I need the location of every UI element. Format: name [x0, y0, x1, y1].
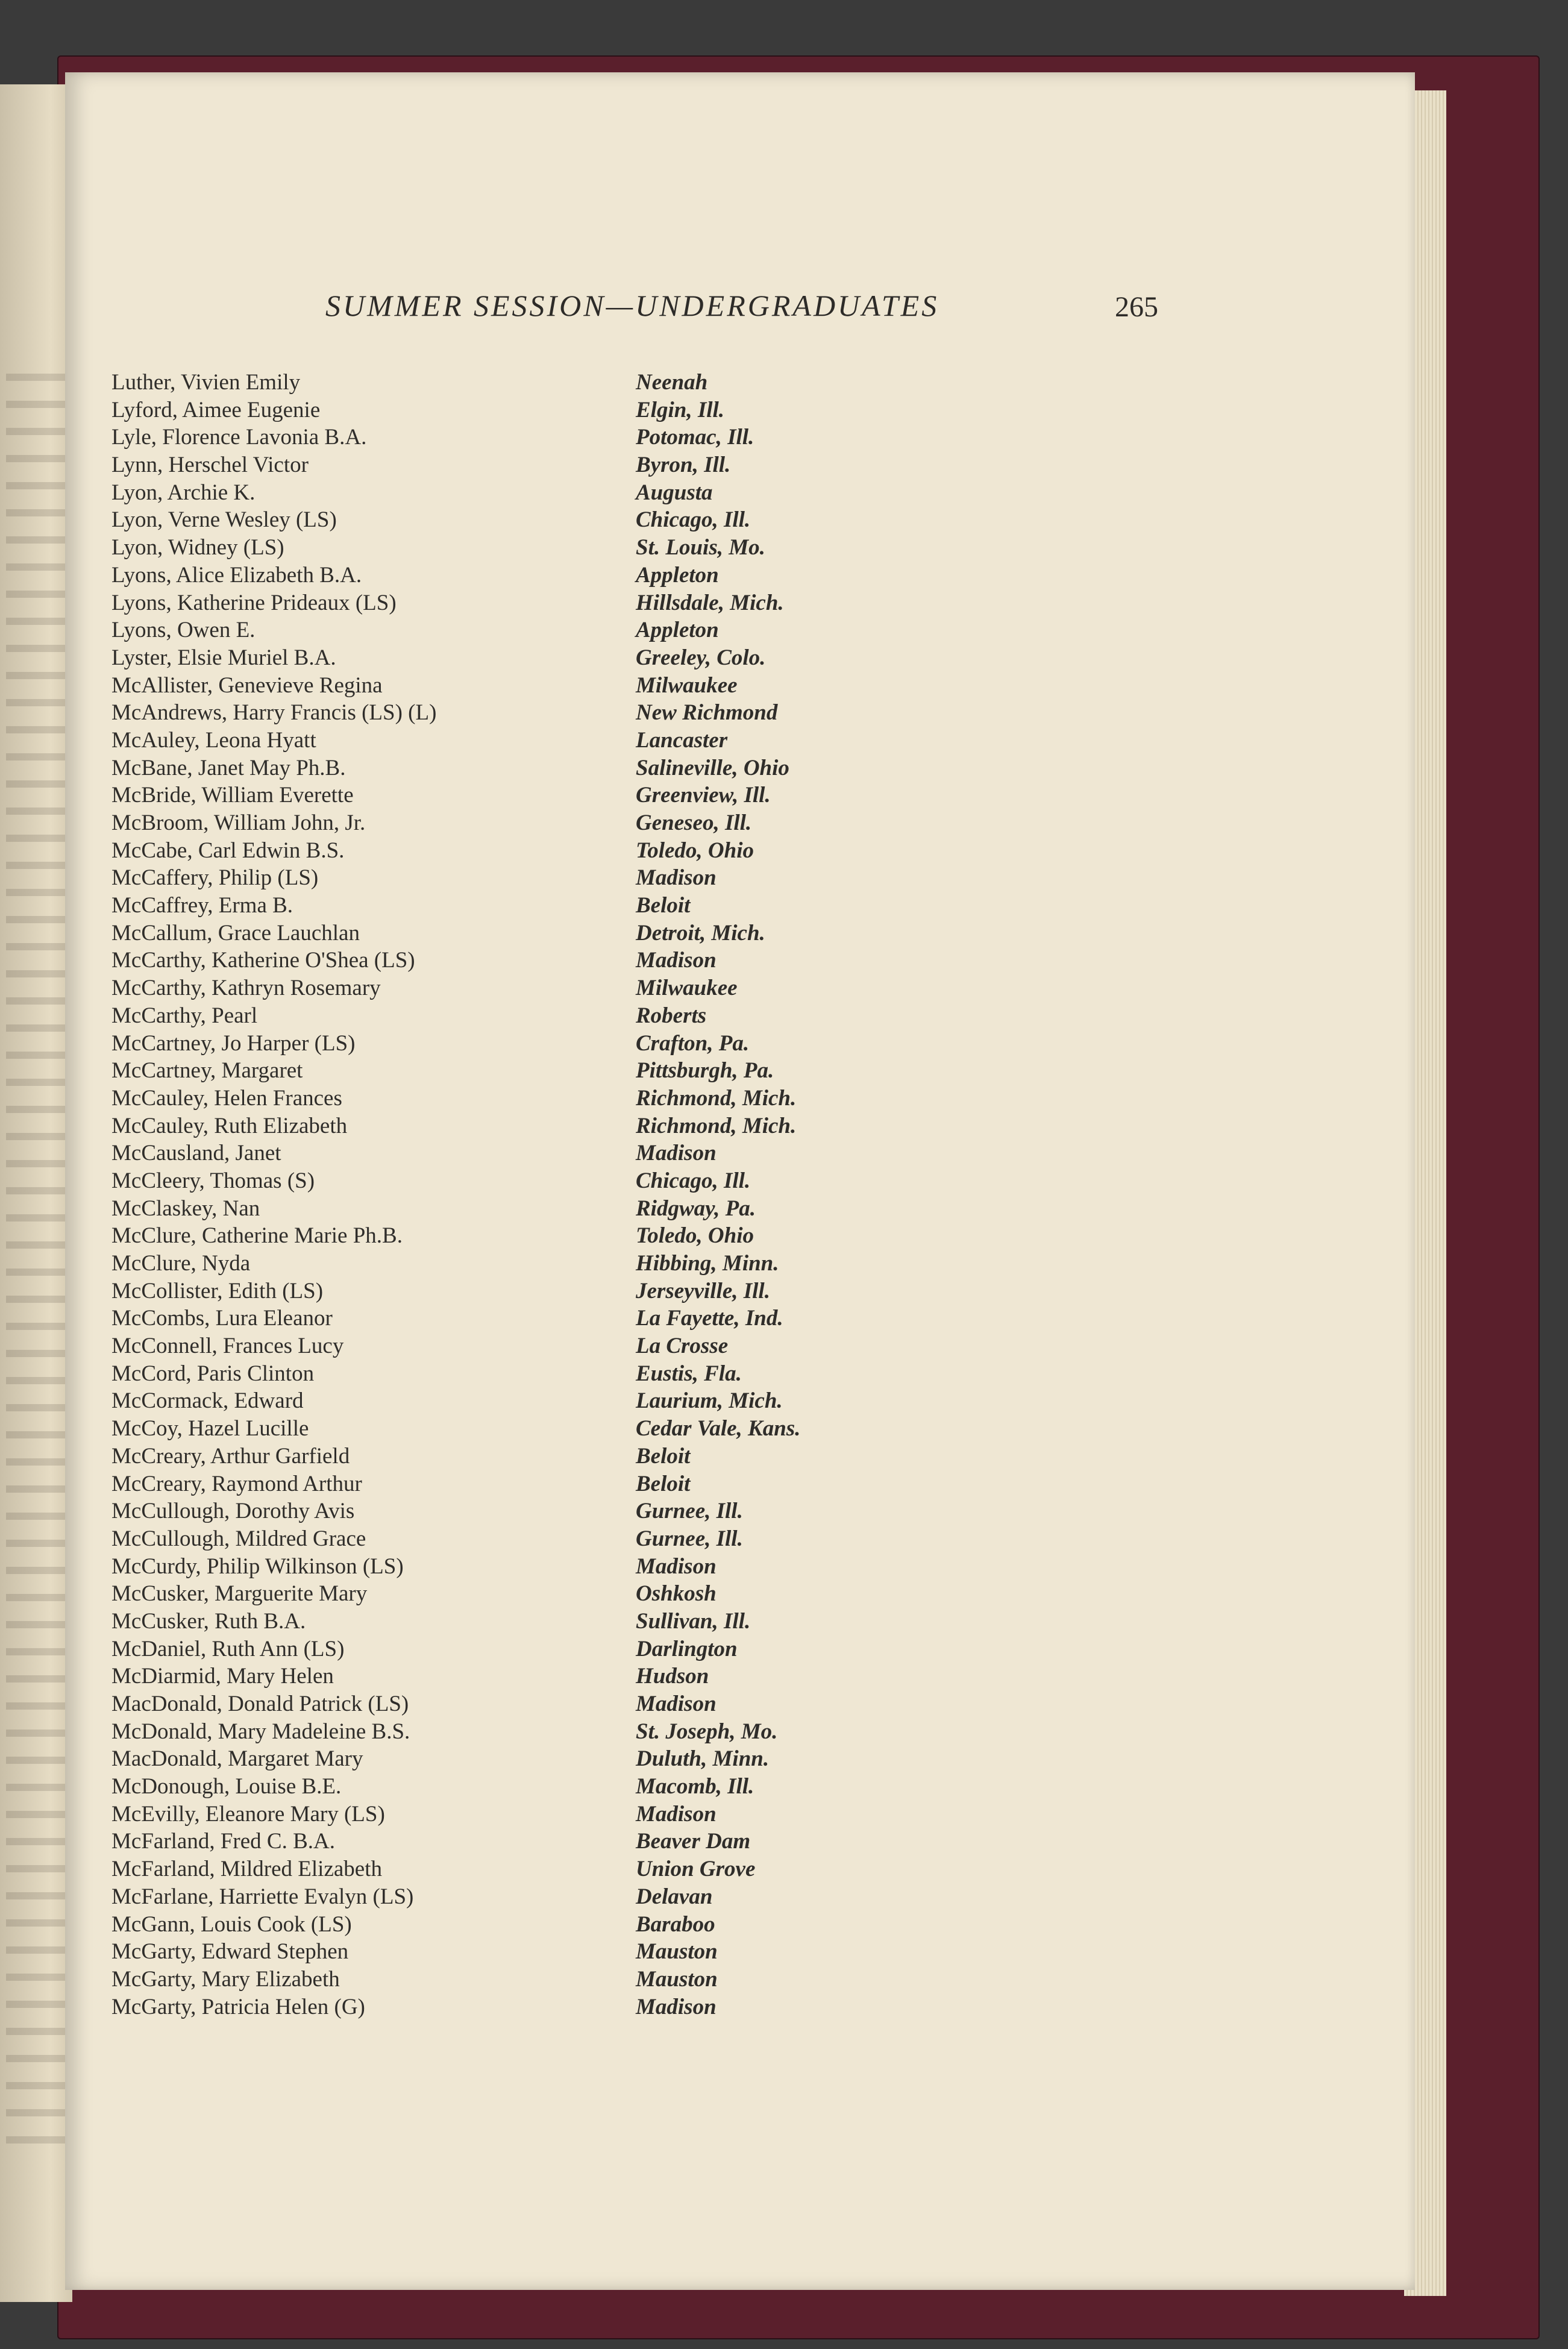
list-item	[111, 947, 955, 974]
list-item	[111, 1663, 955, 1690]
hometown: Madison	[636, 1994, 717, 2019]
student-name: Lyons, Alice Elizabeth B.A.	[111, 562, 362, 588]
student-name: McCallum, Grace Lauchlan	[111, 920, 360, 946]
list-item	[111, 974, 955, 1002]
list-item	[111, 1745, 955, 1773]
hometown: Delavan	[636, 1884, 713, 1909]
student-name: McCreary, Raymond Arthur	[111, 1471, 362, 1496]
list-item	[111, 1553, 955, 1581]
list-item	[111, 920, 955, 947]
student-name: McCleery, Thomas (S)	[111, 1168, 315, 1193]
student-name: McCoy, Hazel Lucille	[111, 1416, 309, 1441]
hometown: Lancaster	[636, 727, 728, 753]
student-name: McClure, Nyda	[111, 1251, 251, 1276]
hometown: Detroit, Mich.	[636, 920, 765, 946]
student-name: McFarlane, Harriette Evalyn (LS)	[111, 1884, 414, 1909]
student-name: Lynn, Herschel Victor	[111, 453, 309, 478]
hometown: Madison	[636, 1554, 717, 1579]
list-item	[111, 1002, 955, 1030]
student-name: McBroom, William John, Jr.	[111, 811, 366, 835]
student-name: McCauley, Ruth Elizabeth	[111, 1113, 348, 1138]
list-item	[111, 1085, 955, 1112]
student-name: McCullough, Dorothy Avis	[111, 1499, 355, 1524]
hometown: Hibbing, Minn.	[636, 1251, 779, 1276]
hometown: Duluth, Minn.	[636, 1746, 770, 1772]
student-list	[111, 369, 955, 2021]
student-name: McCarthy, Kathryn Rosemary	[111, 976, 381, 1001]
list-item	[111, 1828, 955, 1855]
list-item	[111, 1636, 955, 1663]
hometown: Roberts	[636, 1003, 707, 1028]
student-name: McCord, Paris Clinton	[111, 1361, 315, 1386]
list-item	[111, 1222, 955, 1250]
hometown: Gurnee, Ill.	[636, 1526, 743, 1551]
student-name: McFarland, Fred C. B.A.	[111, 1829, 335, 1854]
hometown: Darlington	[636, 1636, 738, 1661]
hometown: Madison	[636, 1692, 717, 1716]
hometown: Madison	[636, 948, 717, 973]
hometown: Chicago, Ill.	[636, 507, 751, 533]
student-name: Lyons, Katherine Prideaux (LS)	[111, 590, 397, 615]
student-name: Lyle, Florence Lavonia B.A.	[111, 425, 367, 450]
list-item	[111, 1773, 955, 1801]
list-item	[111, 837, 955, 865]
hometown: Richmond, Mich.	[636, 1085, 797, 1111]
student-name: McCaffery, Philip (LS)	[111, 865, 319, 891]
list-item	[111, 589, 955, 617]
list-item	[111, 1415, 955, 1443]
list-item	[111, 1140, 955, 1167]
page-number: 265	[1115, 291, 1158, 323]
student-name: McCabe, Carl Edwin B.S.	[111, 838, 345, 863]
list-item	[111, 1608, 955, 1636]
hometown: Mauston	[636, 1939, 718, 1965]
student-name: McGarty, Mary Elizabeth	[111, 1966, 340, 1992]
hometown: Laurium, Mich.	[636, 1388, 783, 1414]
facing-page-text-ghost	[6, 356, 72, 2163]
hometown: Macomb, Ill.	[636, 1774, 754, 1799]
student-name: McAuley, Leona Hyatt	[111, 727, 316, 753]
student-name: Lyons, Owen E.	[111, 618, 256, 643]
student-name: McGarty, Patricia Helen (G)	[111, 1994, 365, 2019]
list-item	[111, 1498, 955, 1525]
list-item	[111, 1690, 955, 1718]
list-item	[111, 1167, 955, 1195]
list-item	[111, 1305, 955, 1332]
student-name: McCusker, Ruth B.A.	[111, 1608, 306, 1634]
hometown: Salineville, Ohio	[636, 755, 789, 780]
list-item	[111, 1112, 955, 1140]
student-name: MacDonald, Donald Patrick (LS)	[111, 1692, 409, 1716]
list-item	[111, 1855, 955, 1883]
hometown: Augusta	[636, 480, 713, 505]
student-name: McClure, Catherine Marie Ph.B.	[111, 1223, 403, 1249]
list-item	[111, 1278, 955, 1305]
student-name: Lyon, Archie K.	[111, 480, 256, 505]
list-item	[111, 754, 955, 782]
hometown: Sullivan, Ill.	[636, 1608, 751, 1634]
student-name: McDonald, Mary Madeleine B.S.	[111, 1719, 410, 1744]
list-item	[111, 644, 955, 672]
hometown: Beloit	[636, 1471, 691, 1496]
student-name: McCurdy, Philip Wilkinson (LS)	[111, 1554, 404, 1579]
list-item	[111, 864, 955, 892]
student-name: McCombs, Lura Eleanor	[111, 1306, 333, 1331]
student-name: McGarty, Edward Stephen	[111, 1939, 349, 1965]
list-item	[111, 892, 955, 920]
student-name: McCarthy, Pearl	[111, 1003, 258, 1028]
hometown: La Fayette, Ind.	[636, 1306, 783, 1331]
student-name: McAndrews, Harry Francis (LS) (L)	[111, 700, 437, 726]
hometown: Madison	[636, 1141, 717, 1166]
list-item	[111, 1883, 955, 1911]
list-item	[111, 369, 955, 397]
list-item	[111, 1470, 955, 1498]
list-item	[111, 699, 955, 727]
list-item	[111, 534, 955, 562]
hometown: Milwaukee	[636, 976, 738, 1001]
student-name: McConnell, Frances Lucy	[111, 1334, 344, 1359]
hometown: Ridgway, Pa.	[636, 1196, 756, 1221]
student-name: McDaniel, Ruth Ann (LS)	[111, 1636, 345, 1661]
list-item	[111, 1332, 955, 1360]
list-item	[111, 397, 955, 424]
student-name: Lyford, Aimee Eugenie	[111, 397, 321, 422]
hometown: Oshkosh	[636, 1581, 717, 1607]
student-name: McCollister, Edith (LS)	[111, 1278, 324, 1303]
facing-page-edge	[0, 84, 72, 2302]
hometown: Beloit	[636, 1443, 691, 1469]
hometown: Milwaukee	[636, 673, 738, 698]
student-name: McDonough, Louise B.E.	[111, 1774, 342, 1799]
hometown: Appleton	[636, 562, 719, 588]
hometown: Crafton, Pa.	[636, 1030, 750, 1056]
list-item	[111, 672, 955, 700]
student-name: McCreary, Arthur Garfield	[111, 1443, 350, 1469]
running-head: SUMMER SESSION—UNDERGRADUATES	[325, 289, 939, 322]
list-item	[111, 1801, 955, 1828]
hometown: Potomac, Ill.	[636, 425, 754, 450]
student-name: MacDonald, Margaret Mary	[111, 1746, 363, 1772]
list-item	[111, 506, 955, 534]
student-name: McCormack, Edward	[111, 1388, 304, 1414]
hometown: Appleton	[636, 618, 719, 643]
hometown: Elgin, Ill.	[636, 397, 725, 422]
hometown: Greeley, Colo.	[636, 645, 766, 670]
list-item	[111, 562, 955, 589]
list-item	[111, 1360, 955, 1388]
hometown: Cedar Vale, Kans.	[636, 1416, 801, 1441]
hometown: Greenview, Ill.	[636, 783, 771, 808]
hometown: Toledo, Ohio	[636, 838, 754, 863]
hometown: Chicago, Ill.	[636, 1168, 751, 1193]
student-name: McGann, Louis Cook (LS)	[111, 1912, 352, 1937]
list-item	[111, 1966, 955, 1993]
list-item	[111, 1718, 955, 1746]
list-item	[111, 1443, 955, 1470]
student-name: McBane, Janet May Ph.B.	[111, 755, 346, 780]
student-name: McCarthy, Katherine O'Shea (LS)	[111, 948, 415, 973]
list-item	[111, 1938, 955, 1966]
student-name: McCauley, Helen Frances	[111, 1085, 342, 1111]
hometown: Hillsdale, Mich.	[636, 590, 784, 615]
student-name: McAllister, Genevieve Regina	[111, 673, 383, 698]
hometown: Neenah	[636, 370, 708, 395]
list-item	[111, 1525, 955, 1553]
hometown: Madison	[636, 1801, 717, 1827]
hometown: Hudson	[636, 1664, 709, 1689]
hometown: Beaver Dam	[636, 1829, 751, 1854]
list-item	[111, 782, 955, 809]
hometown: Jerseyville, Ill.	[636, 1278, 770, 1303]
student-name: McEvilly, Eleanore Mary (LS)	[111, 1801, 385, 1827]
list-item	[111, 1580, 955, 1608]
hometown: La Crosse	[636, 1334, 729, 1359]
list-item	[111, 1993, 955, 2021]
list-item	[111, 809, 955, 837]
hometown: Richmond, Mich.	[636, 1113, 797, 1138]
hometown: Baraboo	[636, 1912, 715, 1937]
list-item	[111, 1195, 955, 1223]
hometown: Byron, Ill.	[636, 453, 731, 478]
list-item	[111, 727, 955, 754]
student-name: McCullough, Mildred Grace	[111, 1526, 366, 1551]
list-item	[111, 616, 955, 644]
hometown: Toledo, Ohio	[636, 1223, 754, 1249]
student-name: McCartney, Jo Harper (LS)	[111, 1030, 356, 1056]
list-item	[111, 1250, 955, 1278]
student-name: McDiarmid, Mary Helen	[111, 1664, 334, 1689]
hometown: Mauston	[636, 1966, 718, 1992]
list-item	[111, 479, 955, 507]
hometown: St. Joseph, Mo.	[636, 1719, 778, 1744]
student-name: McCaffrey, Erma B.	[111, 893, 293, 918]
hometown: Geneseo, Ill.	[636, 811, 752, 835]
student-name: McCausland, Janet	[111, 1141, 281, 1166]
hometown: Union Grove	[636, 1857, 756, 1882]
hometown: Pittsburgh, Pa.	[636, 1058, 774, 1084]
hometown: Eustis, Fla.	[636, 1361, 742, 1386]
student-name: Luther, Vivien Emily	[111, 370, 301, 395]
student-name: Lyon, Widney (LS)	[111, 535, 284, 560]
hometown: Madison	[636, 865, 717, 891]
student-name: McFarland, Mildred Elizabeth	[111, 1857, 383, 1882]
student-name: McBride, William Everette	[111, 783, 354, 808]
student-name: McCartney, Margaret	[111, 1058, 303, 1084]
list-item	[111, 424, 955, 451]
list-item	[111, 1387, 955, 1415]
student-name: McCusker, Marguerite Mary	[111, 1581, 368, 1607]
student-name: McClaskey, Nan	[111, 1196, 260, 1221]
hometown: St. Louis, Mo.	[636, 535, 765, 560]
hometown: Beloit	[636, 893, 691, 918]
list-item	[111, 1057, 955, 1085]
list-item	[111, 451, 955, 479]
list-item	[111, 1911, 955, 1939]
hometown: Gurnee, Ill.	[636, 1499, 743, 1524]
student-name: Lyster, Elsie Muriel B.A.	[111, 645, 336, 670]
student-name: Lyon, Verne Wesley (LS)	[111, 507, 337, 533]
list-item	[111, 1030, 955, 1058]
hometown: New Richmond	[636, 700, 778, 726]
